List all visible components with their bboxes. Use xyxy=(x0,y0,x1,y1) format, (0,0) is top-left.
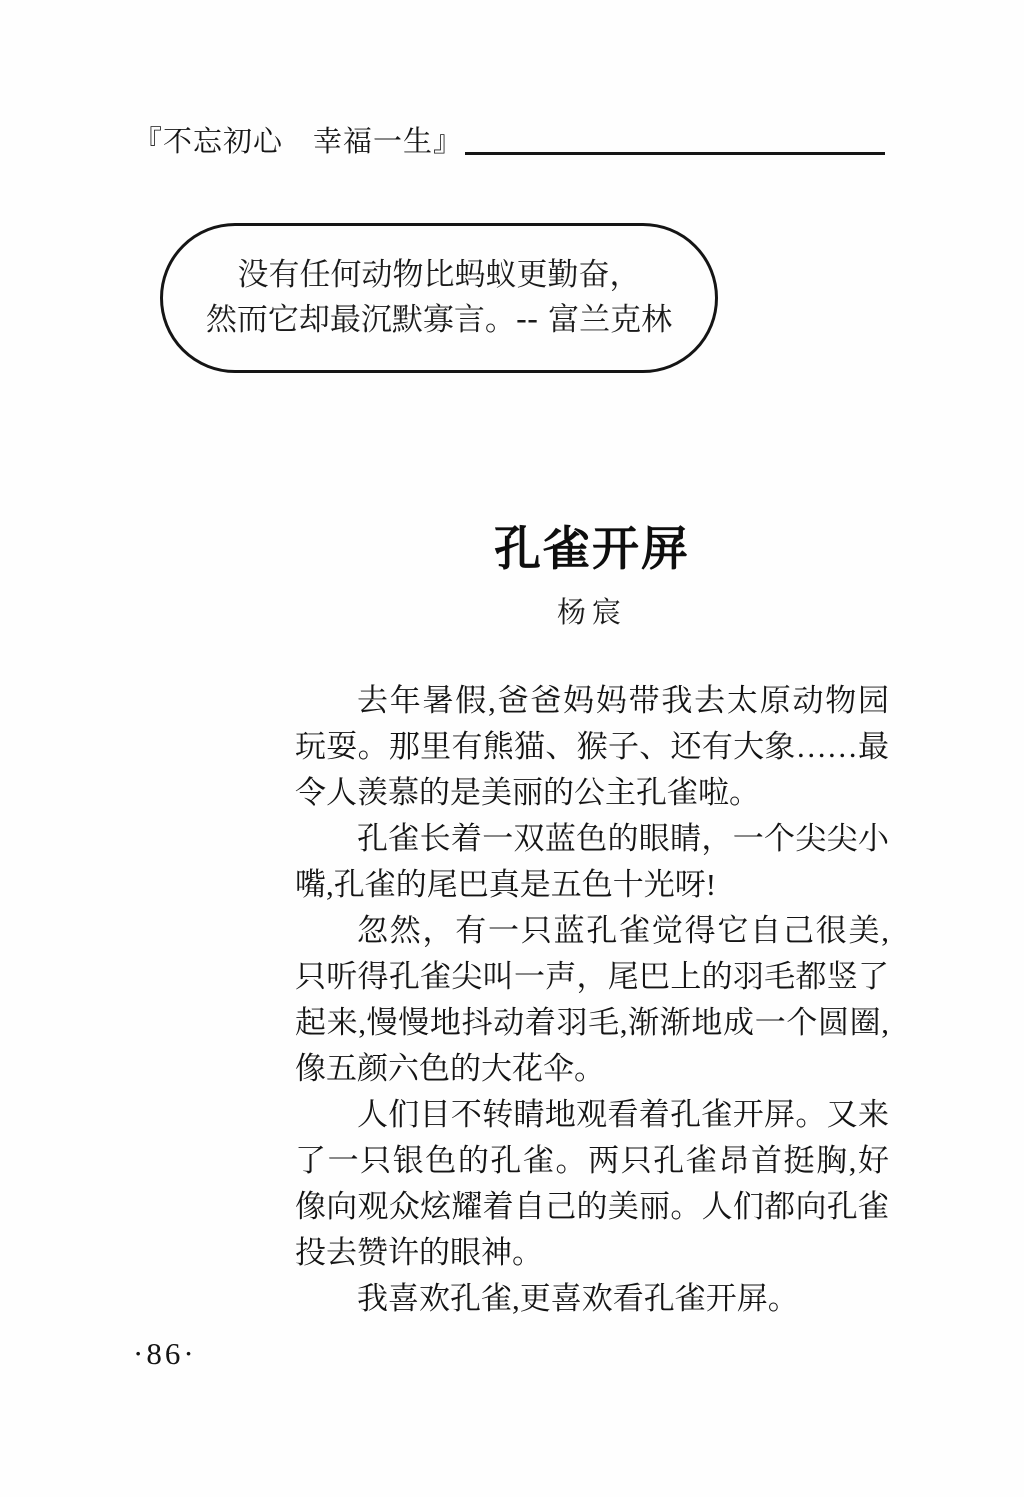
paragraph: 去年暑假,爸爸妈妈带我去太原动物园玩耍。那里有熊猫、猴子、还有大象……最令人羡慕的是美丽的公主孔雀啦。 xyxy=(295,683,889,810)
article-body xyxy=(295,678,889,1322)
quote-line-2: 然而它却最沉默寡言。-- 富兰克林 xyxy=(205,302,673,338)
paragraph: 人们目不转睛地观看着孔雀开屏。又来了一只银色的孔雀。两只孔雀昂首挺胸,好像向观众炫耀着自己的美丽。人们都向孔雀投去赞许的眼神。 xyxy=(295,1097,889,1270)
article-title: 孔雀开屏 xyxy=(494,524,690,576)
paragraph: 孔雀长着一双蓝色的眼睛，一个尖尖小嘴,孔雀的尾巴真是五色十光呀! xyxy=(295,821,889,902)
article-author: 杨宸 xyxy=(556,597,627,629)
paragraph: 忽然，有一只蓝孔雀觉得它自己很美,只听得孔雀尖叫一声，尾巴上的羽毛都竖了起来,慢慢地抖动着羽毛,渐渐地成一个圆圈,像五颜六色的大花伞。 xyxy=(295,913,889,1086)
quote-bubble xyxy=(160,223,718,373)
article xyxy=(295,524,889,1322)
book-series-title: 『不忘初心 幸福一生』 xyxy=(133,124,464,158)
page-header xyxy=(133,124,885,158)
header-underline xyxy=(465,152,885,155)
paragraph: 我喜欢孔雀,更喜欢看孔雀开屏。 xyxy=(357,1281,799,1316)
quote-line-1: 没有任何动物比蚂蚁更勤奋， xyxy=(237,257,641,293)
page-number: ·86· xyxy=(133,1336,197,1371)
